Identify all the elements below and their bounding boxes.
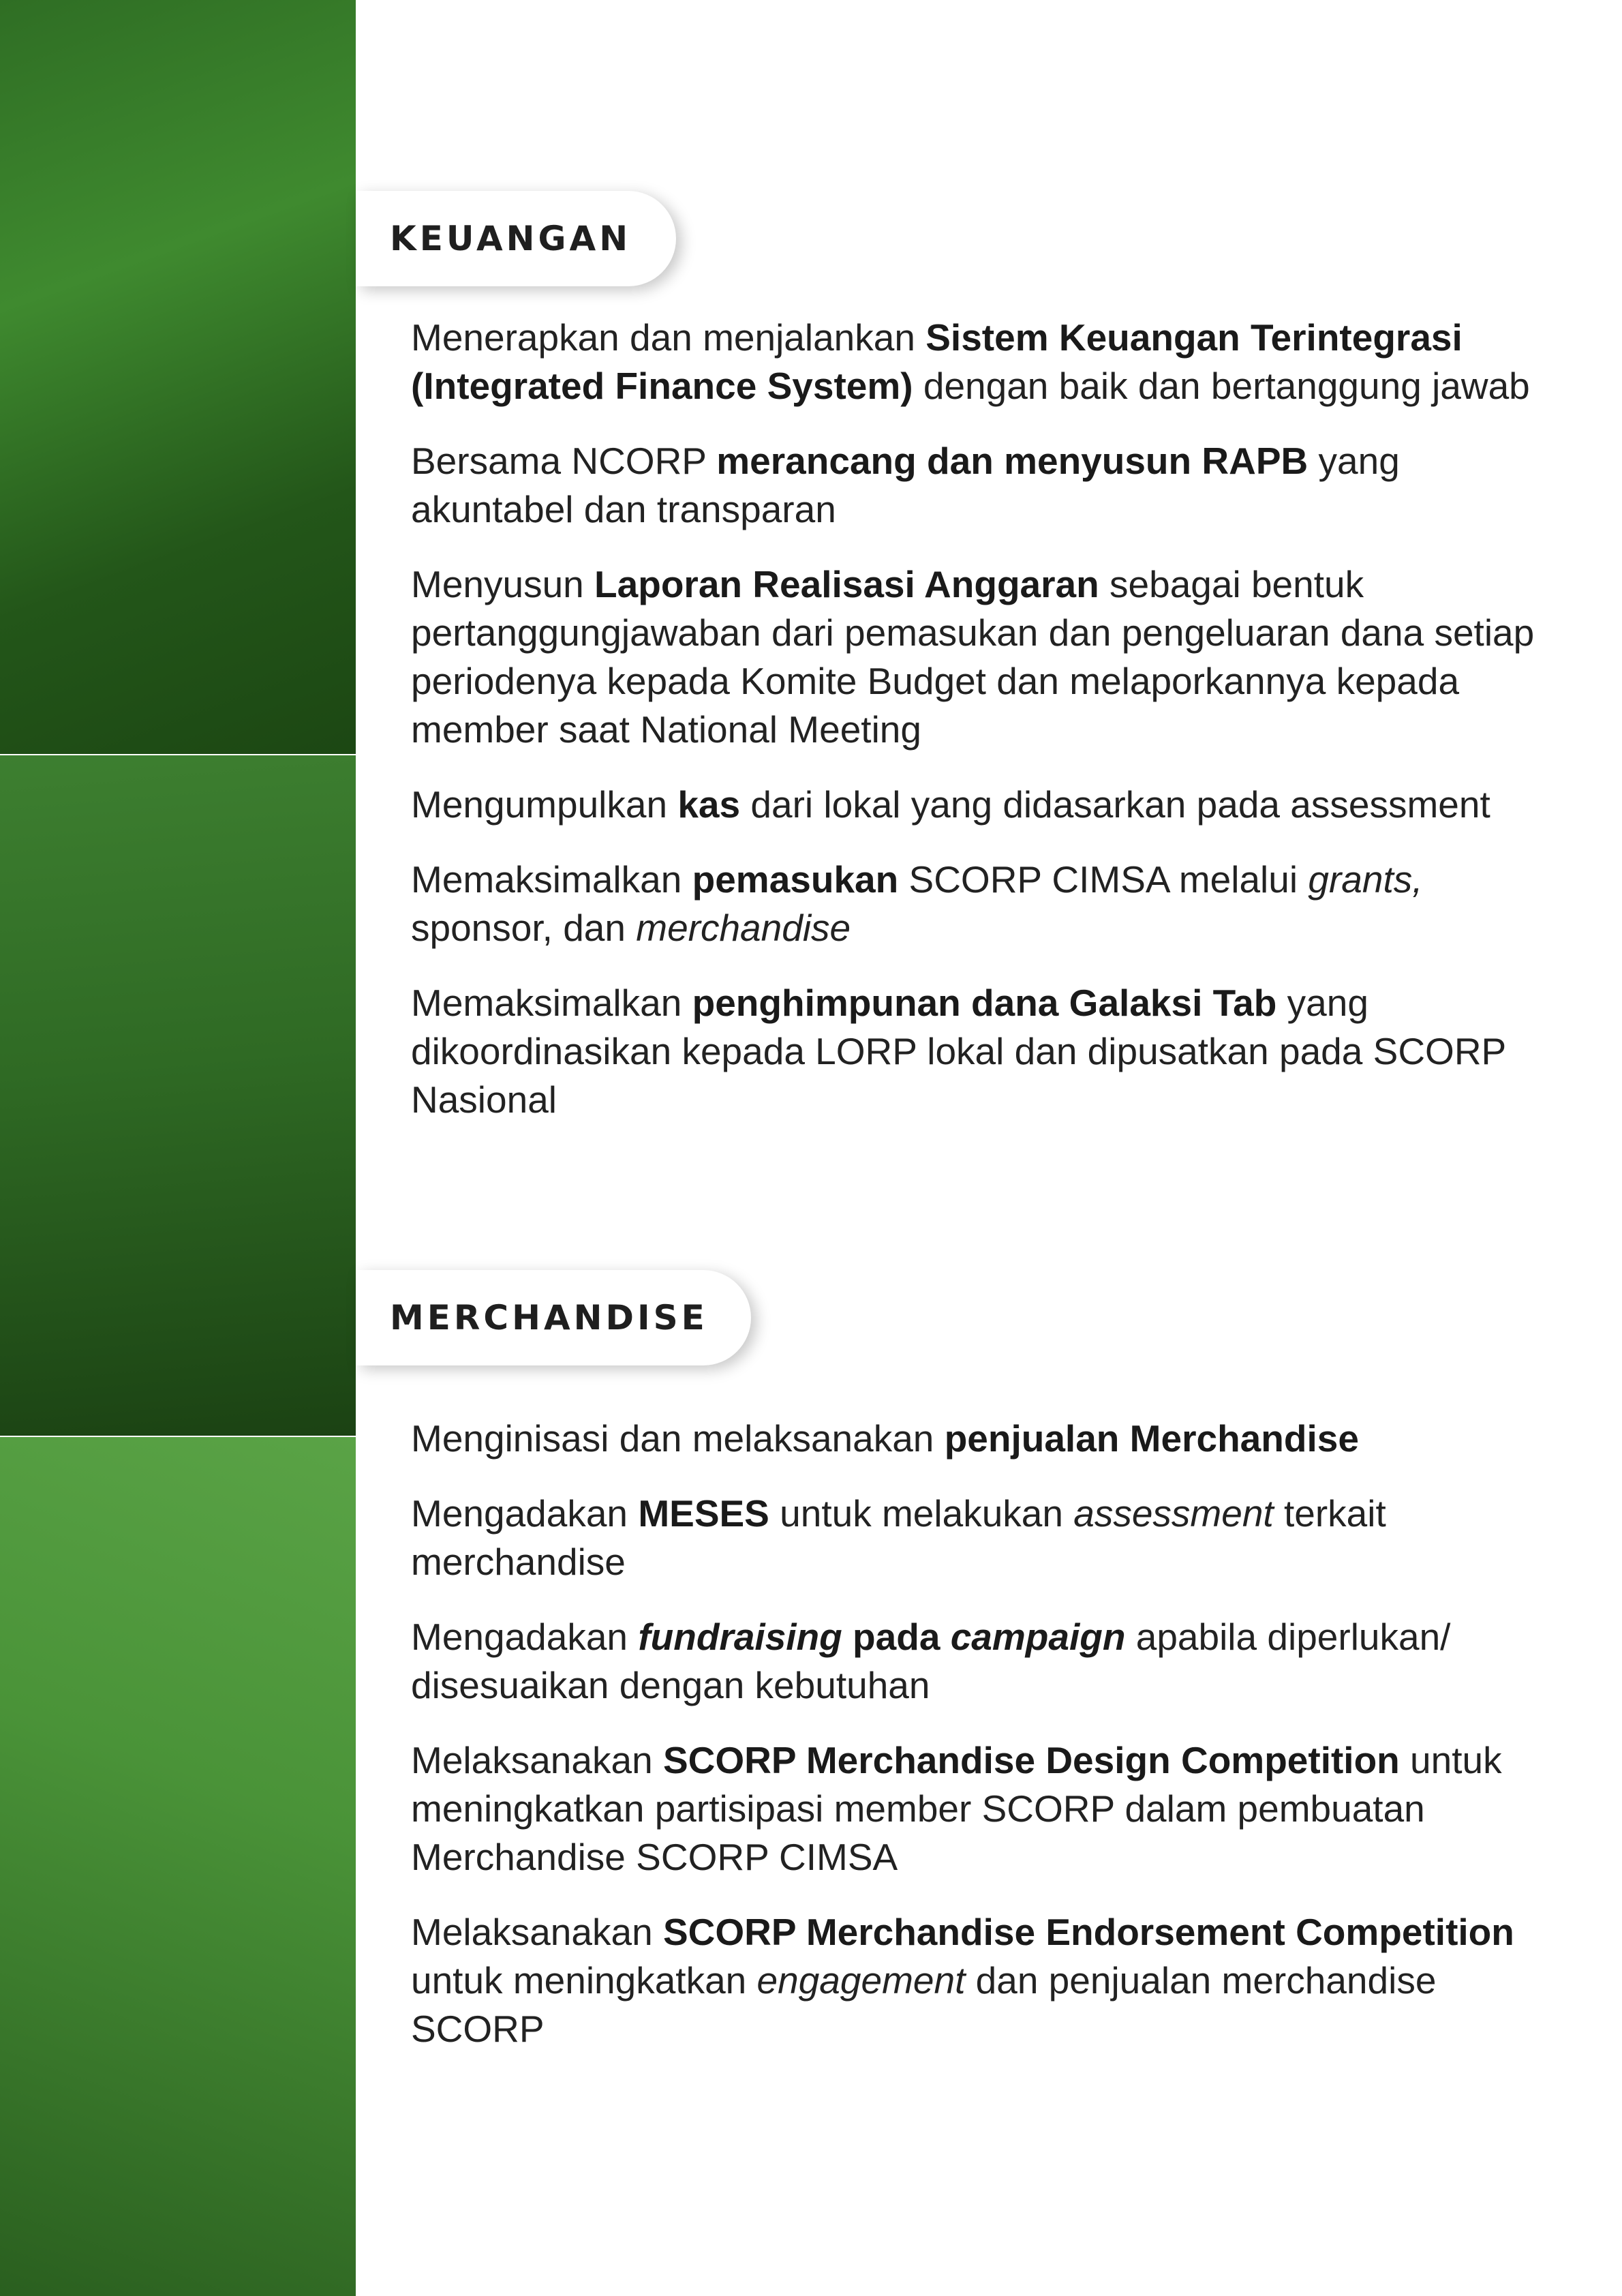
list-item [411,979,1570,1124]
text: untuk meningkatkan partisipasi member SCORP dalam pembuatan Merchandise SCORP CIMSA [411,1739,1502,1878]
bold-text: penghimpunan dana Galaksi Tab [692,982,1277,1024]
text: untuk meningkatkan [411,1959,757,2002]
italic-text: merchandise [636,907,851,949]
bold-text: penjualan Merchandise [944,1417,1359,1460]
bold-text: MESES [638,1492,769,1535]
list-item [411,1736,1570,1882]
bold-text: SCORP Merchandise Design Competition [662,1739,1400,1781]
text: dengan baik dan bertanggung jawab [913,365,1530,407]
text: Mengadakan [411,1616,639,1658]
workshop-photo [0,755,356,1437]
section-heading-text: MERCHANDISE [390,1298,708,1338]
bold-text: merancang dan menyusun RAPB [716,440,1309,482]
text: Mengadakan [411,1492,639,1535]
health-check-photo [0,1437,356,2296]
text: Menyusun [411,563,595,605]
list-item [411,560,1570,754]
list-item [411,781,1570,829]
text: sebagai bentuk pertanggungjawaban dari pemasukan dan pengeluaran dana setiap periodenya kepada Komite Budget dan melaporkannya kepada member saat National Meeting [411,563,1535,751]
bold-text: pada [842,1616,951,1658]
text: Mengumpulkan [411,783,678,826]
text: dari lokal yang didasarkan pada assessment [740,783,1490,826]
list-item [411,856,1570,952]
text: Bersama NCORP [411,440,717,482]
list-item [411,1613,1570,1710]
text: dan penjualan merchandise SCORP [411,1959,1437,2050]
photo-strip [0,0,356,2296]
text: apabila diperlukan/ disesuaikan dengan kebutuhan [411,1616,1451,1706]
text: SCORP CIMSA melalui [898,858,1309,901]
bold-text: Laporan Realisasi Anggaran [594,563,1099,605]
merchandise-list [411,1415,1570,2080]
bold-text: SCORP Merchandise Endorsement Competition [662,1911,1514,1953]
bold-text: kas [677,783,741,826]
text: Melaksanakan [411,1911,663,1953]
section-heading-text: KEUANGAN [390,219,632,258]
list-item [411,1490,1570,1586]
text: Menginisasi dan melaksanakan [411,1417,945,1460]
bold-text: fundraising [638,1616,842,1658]
bold-text: campaign [950,1616,1126,1658]
text: Memaksimalkan [411,982,692,1024]
italic-text: engagement [756,1959,966,2002]
italic-text: assessment [1073,1492,1274,1535]
section-heading-merchandise [356,1270,751,1365]
text: Memaksimalkan [411,858,692,901]
list-item [411,314,1570,410]
text: untuk melakukan [769,1492,1074,1535]
italic-text: grants, [1308,858,1423,901]
list-item [411,1908,1570,2053]
group-photo [0,0,356,755]
list-item [411,437,1570,534]
text: yang akuntabel dan transparan [411,440,1400,530]
bold-text: pemasukan [692,858,899,901]
keuangan-list [411,314,1570,1151]
text: Melaksanakan [411,1739,663,1781]
text: Menerapkan dan menjalankan [411,316,926,359]
text: terkait merchandise [411,1492,1386,1583]
list-item [411,1415,1570,1463]
bold-text: Sistem Keuangan Terintegrasi (Integrated Finance System) [411,316,1463,407]
section-heading-keuangan [356,191,676,286]
text: yang dikoordinasikan kepada LORP lokal dan dipusatkan pada SCORP Nasional [411,982,1506,1121]
text: sponsor, dan [411,907,637,949]
